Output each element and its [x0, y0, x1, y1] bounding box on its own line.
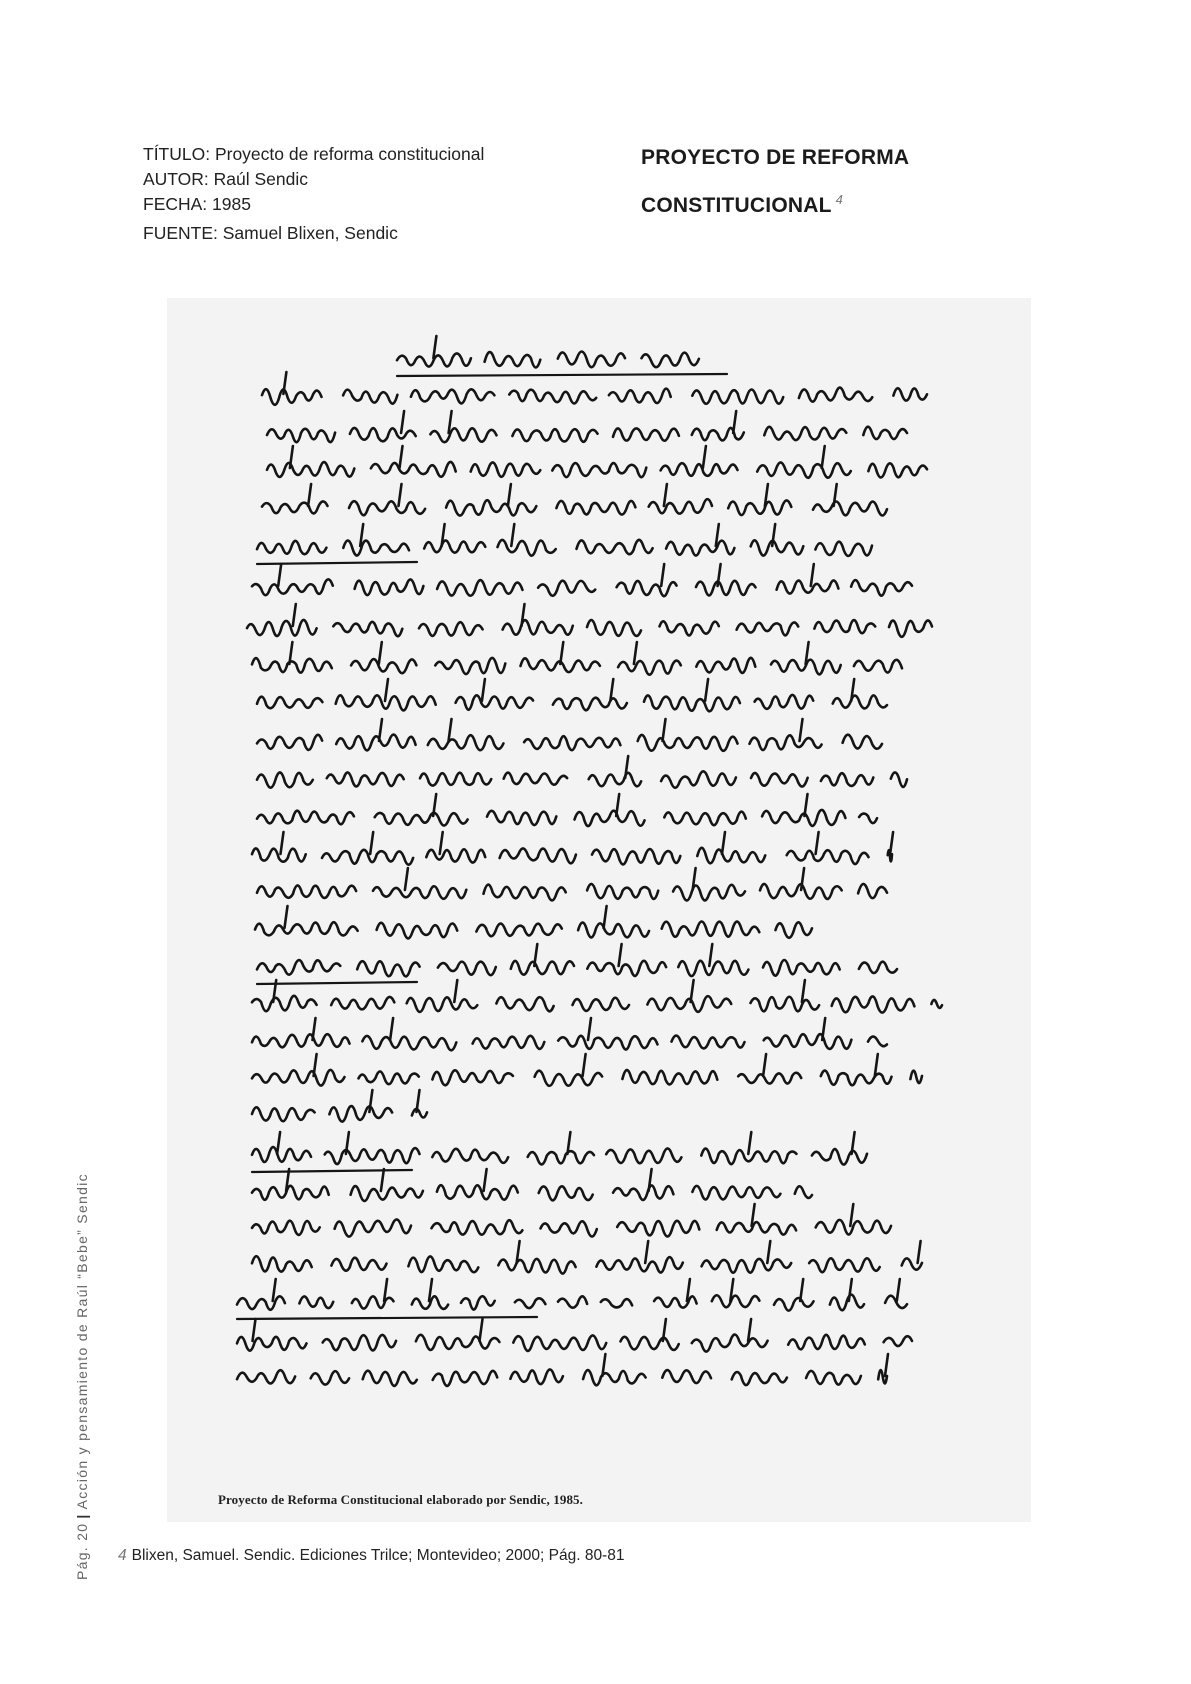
handwritten-word [642, 353, 699, 368]
handwritten-word [859, 814, 877, 824]
handwritten-word [806, 1371, 861, 1385]
meta-date: FECHA: 1985 [143, 194, 251, 214]
handwritten-word [589, 773, 641, 787]
handwritten-word [433, 1371, 498, 1386]
handwritten-word [764, 427, 846, 440]
handwritten-word [814, 620, 875, 633]
handwritten-word [644, 695, 740, 711]
handwritten-word [437, 580, 522, 596]
handwritten-word [363, 1371, 417, 1386]
handwritten-word [558, 351, 625, 367]
handwritten-word [664, 812, 746, 826]
handwritten-word [247, 620, 317, 636]
handwritten-word [813, 502, 887, 516]
handwritten-word [622, 1070, 717, 1084]
handwritten-word [661, 463, 738, 476]
handwritten-stroke [885, 1354, 888, 1376]
handwritten-word [484, 885, 566, 901]
handwritten-word [696, 658, 755, 673]
handwritten-word [411, 389, 495, 403]
handwritten-word [371, 462, 456, 477]
handwritten-stroke [370, 832, 373, 854]
handwritten-stroke [748, 1319, 751, 1341]
handwritten-word [252, 1107, 315, 1121]
handwritten-word [609, 389, 671, 403]
handwritten-word [535, 1071, 603, 1086]
handwritten-word [252, 1256, 312, 1271]
handwritten-word [662, 1370, 711, 1383]
handwritten-word [432, 1149, 508, 1163]
handwritten-word [787, 850, 869, 864]
handwritten-word [252, 579, 333, 595]
handwritten-word [437, 1185, 518, 1199]
handwritten-word [237, 1337, 307, 1351]
handwritten-stroke [400, 446, 403, 468]
handwritten-word [432, 1070, 513, 1085]
handwritten-word [649, 499, 712, 513]
handwritten-word [799, 388, 872, 402]
handwritten-stroke [588, 1018, 591, 1040]
handwritten-stroke [604, 906, 607, 928]
handwritten-word [538, 581, 595, 596]
handwritten-word [601, 1299, 632, 1307]
handwritten-stroke [705, 679, 708, 701]
handwritten-stroke [314, 1054, 317, 1076]
handwritten-word [329, 1106, 392, 1122]
handwritten-stroke [313, 1018, 316, 1040]
handwritten-stroke [534, 944, 537, 966]
handwritten-word [696, 581, 756, 596]
handwritten-word [412, 1109, 427, 1118]
handwritten-stroke [399, 484, 402, 506]
handwritten-word [456, 695, 533, 710]
handwritten-word [666, 541, 734, 556]
handwritten-word [438, 962, 496, 976]
handwritten-stroke [616, 794, 619, 816]
handwritten-word [420, 773, 491, 786]
handwritten-stroke [634, 642, 637, 664]
handwritten-word [257, 960, 340, 975]
handwritten-word [539, 1186, 593, 1200]
handwritten-underline [237, 1317, 537, 1319]
handwritten-word [617, 1221, 699, 1237]
handwritten-word [617, 581, 677, 596]
page-title [641, 137, 909, 227]
handwritten-word [362, 1036, 456, 1050]
handwritten-stroke [811, 564, 814, 586]
handwritten-stroke [454, 980, 457, 1002]
handwritten-stroke [278, 564, 281, 586]
handwritten-stroke [449, 719, 452, 741]
handwritten-word [552, 463, 646, 477]
handwritten-word [692, 1335, 768, 1352]
handwritten-stroke [583, 1054, 586, 1076]
handwritten-word [638, 735, 738, 751]
handwritten-underline [252, 1170, 412, 1172]
handwritten-stroke [522, 604, 525, 626]
handwritten-word [257, 697, 322, 708]
handwritten-word [350, 428, 416, 441]
handwritten-stroke [802, 980, 805, 1002]
footnote-ref: 4 [835, 192, 844, 207]
handwritten-word [858, 884, 887, 898]
handwritten-word [349, 501, 425, 515]
handwritten-word [613, 428, 679, 440]
handwritten-word [575, 811, 645, 826]
handwritten-stroke [691, 980, 694, 1002]
handwritten-word [325, 1148, 420, 1164]
handwritten-word [763, 960, 840, 976]
handwritten-word [764, 1034, 852, 1049]
footnote-text: Blixen, Samuel. Sendic. Ediciones Trilce; Montevideo; 2000; Pág. 80-81 [131, 1547, 625, 1564]
handwritten-word [832, 996, 915, 1012]
book-title: Acción y pensamiento de Raúl “Bebe” Sendic [74, 1173, 90, 1510]
handwritten-word [504, 773, 567, 785]
handwritten-word [843, 735, 882, 749]
handwritten-word [331, 997, 394, 1009]
handwritten-word [252, 658, 332, 673]
handwritten-word [430, 428, 496, 442]
handwritten-word [510, 1369, 563, 1384]
handwritten-stroke [822, 446, 825, 468]
handwritten-word [471, 462, 541, 476]
meta-author: AUTOR: Raúl Sendic [143, 169, 309, 189]
meta-title: TÍTULO: Proyecto de reforma constitucional [143, 144, 485, 164]
handwritten-stroke [381, 1169, 384, 1191]
handwritten-word [587, 884, 658, 899]
handwritten-word [558, 1296, 587, 1307]
handwritten-word [407, 997, 478, 1012]
handwritten-word [606, 1148, 681, 1163]
handwritten-word [868, 1037, 887, 1047]
handwriting-image [167, 298, 1031, 1522]
handwritten-word [583, 1370, 646, 1385]
handwritten-stroke [733, 411, 736, 433]
handwritten-word [373, 886, 466, 899]
handwritten-word [426, 849, 485, 862]
handwritten-stroke [722, 832, 725, 854]
handwritten-word [333, 622, 402, 636]
handwritten-word [821, 773, 873, 786]
handwritten-stroke [390, 1018, 393, 1040]
handwritten-stroke [875, 1054, 878, 1076]
handwritten-word [252, 848, 306, 861]
handwritten-stroke [763, 1054, 766, 1076]
handwritten-word [487, 811, 556, 825]
handwritten-stroke [664, 484, 667, 506]
handwritten-word [910, 1071, 922, 1083]
sidebar-book-reference [74, 1173, 90, 1580]
handwritten-word [503, 620, 573, 635]
handwritten-word [357, 961, 419, 976]
page-title-line1: PROYECTO DE REFORMA [641, 146, 910, 169]
handwritten-stroke [482, 679, 485, 701]
handwritten-word [424, 540, 485, 552]
handwritten-word [788, 1335, 865, 1350]
handwritten-word [621, 1337, 679, 1350]
handwritten-word [891, 772, 907, 787]
handwritten-word [812, 1149, 867, 1165]
handwritten-word [252, 996, 317, 1011]
handwritten-word [728, 500, 791, 515]
handwritten-word [311, 1371, 349, 1384]
handwritten-word [267, 462, 354, 477]
handwritten-word [553, 698, 627, 710]
handwritten-stroke [767, 1241, 770, 1263]
handwritten-word [299, 1296, 333, 1308]
handwritten-word [257, 772, 313, 787]
handwritten-word [931, 1000, 942, 1008]
handwritten-word [267, 429, 335, 442]
handwritten-word [416, 1335, 500, 1350]
handwritten-stroke [405, 868, 408, 890]
handwritten-stroke [560, 642, 563, 664]
handwritten-word [757, 462, 851, 477]
handwritten-word [750, 735, 822, 750]
handwritten-word [262, 501, 328, 513]
handwritten-word [556, 501, 635, 515]
handwritten-word [893, 388, 927, 400]
handwritten-word [678, 961, 748, 976]
handwritten-word [323, 1335, 396, 1351]
handwritten-word [255, 922, 358, 935]
handwritten-word [513, 1335, 606, 1351]
handwritten-stroke [645, 1241, 648, 1263]
handwritten-word [692, 428, 744, 441]
handwritten-word [661, 771, 736, 787]
handwritten-word [257, 735, 322, 750]
handwritten-underline [257, 982, 417, 984]
handwritten-word [558, 1036, 657, 1050]
handwritten-word [673, 885, 745, 901]
handwritten-word [511, 961, 574, 975]
handwritten-word [359, 1071, 419, 1084]
handwritten-stroke [484, 1169, 487, 1191]
handwritten-stroke [625, 756, 628, 778]
handwritten-word [889, 620, 932, 636]
handwritten-word [461, 1296, 495, 1309]
handwritten-stroke [385, 679, 388, 701]
handwritten-word [257, 811, 354, 825]
handwritten-word [343, 390, 397, 404]
handwritten-word [498, 540, 556, 556]
handwritten-stroke [277, 1132, 280, 1154]
handwritten-word [524, 736, 620, 750]
handwritten-word [809, 1258, 880, 1272]
footnote-number: 4 [118, 1547, 127, 1564]
handwritten-stroke [649, 1169, 652, 1191]
handwritten-stroke [748, 1132, 751, 1154]
handwritten-stroke [805, 794, 808, 816]
handwritten-word [868, 463, 927, 477]
handwritten-word [662, 922, 760, 937]
handwritten-word [613, 1185, 673, 1200]
handwritten-word [252, 1186, 329, 1200]
handwritten-word [851, 580, 912, 596]
handwritten-word [777, 580, 839, 593]
handwritten-stroke [285, 906, 288, 928]
handwritten-word [252, 1221, 320, 1235]
handwritten-stroke [508, 484, 511, 506]
handwritten-stroke [619, 944, 622, 966]
handwritten-word [755, 695, 814, 709]
handwritten-word [751, 540, 804, 555]
handwritten-word [697, 848, 765, 864]
handwritten-stroke [709, 944, 712, 966]
handwritten-stroke [661, 564, 664, 586]
handwritten-word [692, 1186, 780, 1200]
handwritten-word [654, 1296, 697, 1307]
handwritten-word [795, 1186, 812, 1198]
handwritten-stroke [800, 719, 803, 741]
document-metadata [143, 142, 484, 246]
handwritten-word [660, 621, 719, 635]
handwritten-word [432, 1220, 523, 1234]
handwritten-word [717, 1222, 796, 1235]
handwritten-word [592, 849, 680, 864]
handwritten-word [377, 923, 458, 939]
sidebar-separator: | [74, 1513, 90, 1519]
handwritten-stroke [440, 832, 443, 854]
handwritten-word [859, 962, 897, 973]
handwritten-word [352, 1296, 394, 1308]
handwritten-word [712, 1295, 760, 1307]
handwritten-word [419, 622, 483, 636]
handwritten-stroke [897, 1279, 900, 1301]
handwritten-word [577, 540, 653, 554]
handwritten-word [732, 1372, 787, 1385]
handwritten-stroke [849, 1279, 852, 1301]
handwritten-word [498, 1259, 575, 1274]
handwritten-word [816, 1220, 891, 1235]
handwritten-word [327, 772, 404, 786]
handwritten-word [322, 850, 413, 865]
handwritten-word [331, 1258, 386, 1271]
handwritten-word [751, 773, 808, 787]
handwritten-word [355, 579, 424, 595]
handwritten-word [854, 660, 902, 673]
handwritten-word [257, 541, 326, 554]
handwritten-stroke [511, 524, 514, 546]
handwritten-word [884, 1336, 912, 1346]
handwritten-word [408, 1256, 478, 1272]
handwritten-stroke [703, 446, 706, 468]
handwritten-word [343, 541, 409, 556]
page-title-line2-text: CONSTITUCIONAL [641, 194, 832, 217]
handwritten-stroke [480, 1319, 483, 1341]
handwritten-word [774, 1298, 814, 1311]
handwritten-word [751, 997, 820, 1012]
handwritten-word [435, 658, 505, 674]
handwritten-word [863, 427, 907, 439]
footnote [118, 1547, 624, 1565]
handwritten-word [737, 622, 799, 635]
handwritten-stroke [273, 1279, 276, 1301]
page-number: Pág. 20 [74, 1522, 90, 1580]
handwritten-word [252, 1070, 345, 1086]
handwritten-stroke [822, 1018, 825, 1040]
handwritten-stroke [379, 719, 382, 741]
handwritten-word [237, 1296, 285, 1309]
handwritten-word [830, 1295, 864, 1311]
handwritten-stroke [379, 642, 382, 664]
handwritten-word [596, 1257, 682, 1272]
handwritten-word [833, 695, 887, 708]
handwritten-word [821, 1071, 892, 1086]
handwritten-stroke [800, 1279, 803, 1301]
handwritten-word [672, 1036, 745, 1049]
handwritten-word [257, 885, 356, 898]
handwritten-stroke [308, 484, 311, 506]
handwritten-stroke [281, 832, 284, 854]
handwritten-stroke [918, 1241, 921, 1263]
handwritten-word [375, 813, 468, 826]
handwritten-stroke [401, 411, 404, 433]
handwritten-word [541, 1221, 597, 1236]
handwritten-word [815, 542, 872, 556]
handwritten-stroke [816, 832, 819, 854]
handwritten-stroke [433, 336, 436, 358]
handwritten-word [528, 1151, 594, 1164]
page-title-line2 [641, 179, 909, 227]
meta-source: FUENTE: Samuel Blixen, Sendic [143, 223, 398, 243]
handwritten-word [702, 1259, 792, 1273]
handwritten-word [573, 998, 630, 1011]
handwritten-stroke [293, 604, 296, 626]
handwritten-stroke [850, 1204, 853, 1226]
handwritten-word [692, 389, 783, 403]
handwritten-word [512, 429, 597, 442]
handwritten-word [500, 848, 576, 863]
handwritten-word [237, 1370, 295, 1383]
handwritten-word [335, 1219, 411, 1236]
handwritten-word [738, 1073, 801, 1084]
handwritten-stroke [663, 719, 666, 741]
handwritten-word [252, 1147, 311, 1162]
handwritten-word [351, 1186, 423, 1201]
handwritten-word [336, 735, 415, 751]
scan-caption: Proyecto de Reforma Constitucional elaborado por Sendic, 1985. [218, 1492, 584, 1507]
handwritten-word [428, 735, 504, 750]
handwritten-word [647, 996, 731, 1012]
handwritten-word [776, 922, 813, 938]
handwritten-stroke [253, 1319, 256, 1341]
handwritten-word [578, 923, 649, 938]
handwritten-stroke [890, 832, 893, 854]
handwritten-word [618, 661, 681, 675]
handwritten-word [509, 390, 596, 404]
handwritten-stroke [417, 1090, 420, 1112]
handwritten-word [262, 389, 322, 405]
handwritten-word [473, 1036, 545, 1049]
handwritten-word [515, 1298, 546, 1308]
handwritten-word [485, 352, 541, 367]
handwritten-word [446, 500, 536, 515]
handwritten-word [476, 924, 561, 937]
manuscript-scan [167, 298, 1031, 1522]
handwritten-underline [397, 374, 727, 376]
handwritten-word [252, 1034, 350, 1047]
handwritten-word [496, 997, 553, 1011]
handwritten-word [587, 620, 641, 636]
handwritten-word [351, 659, 416, 673]
handwritten-word [587, 961, 666, 976]
